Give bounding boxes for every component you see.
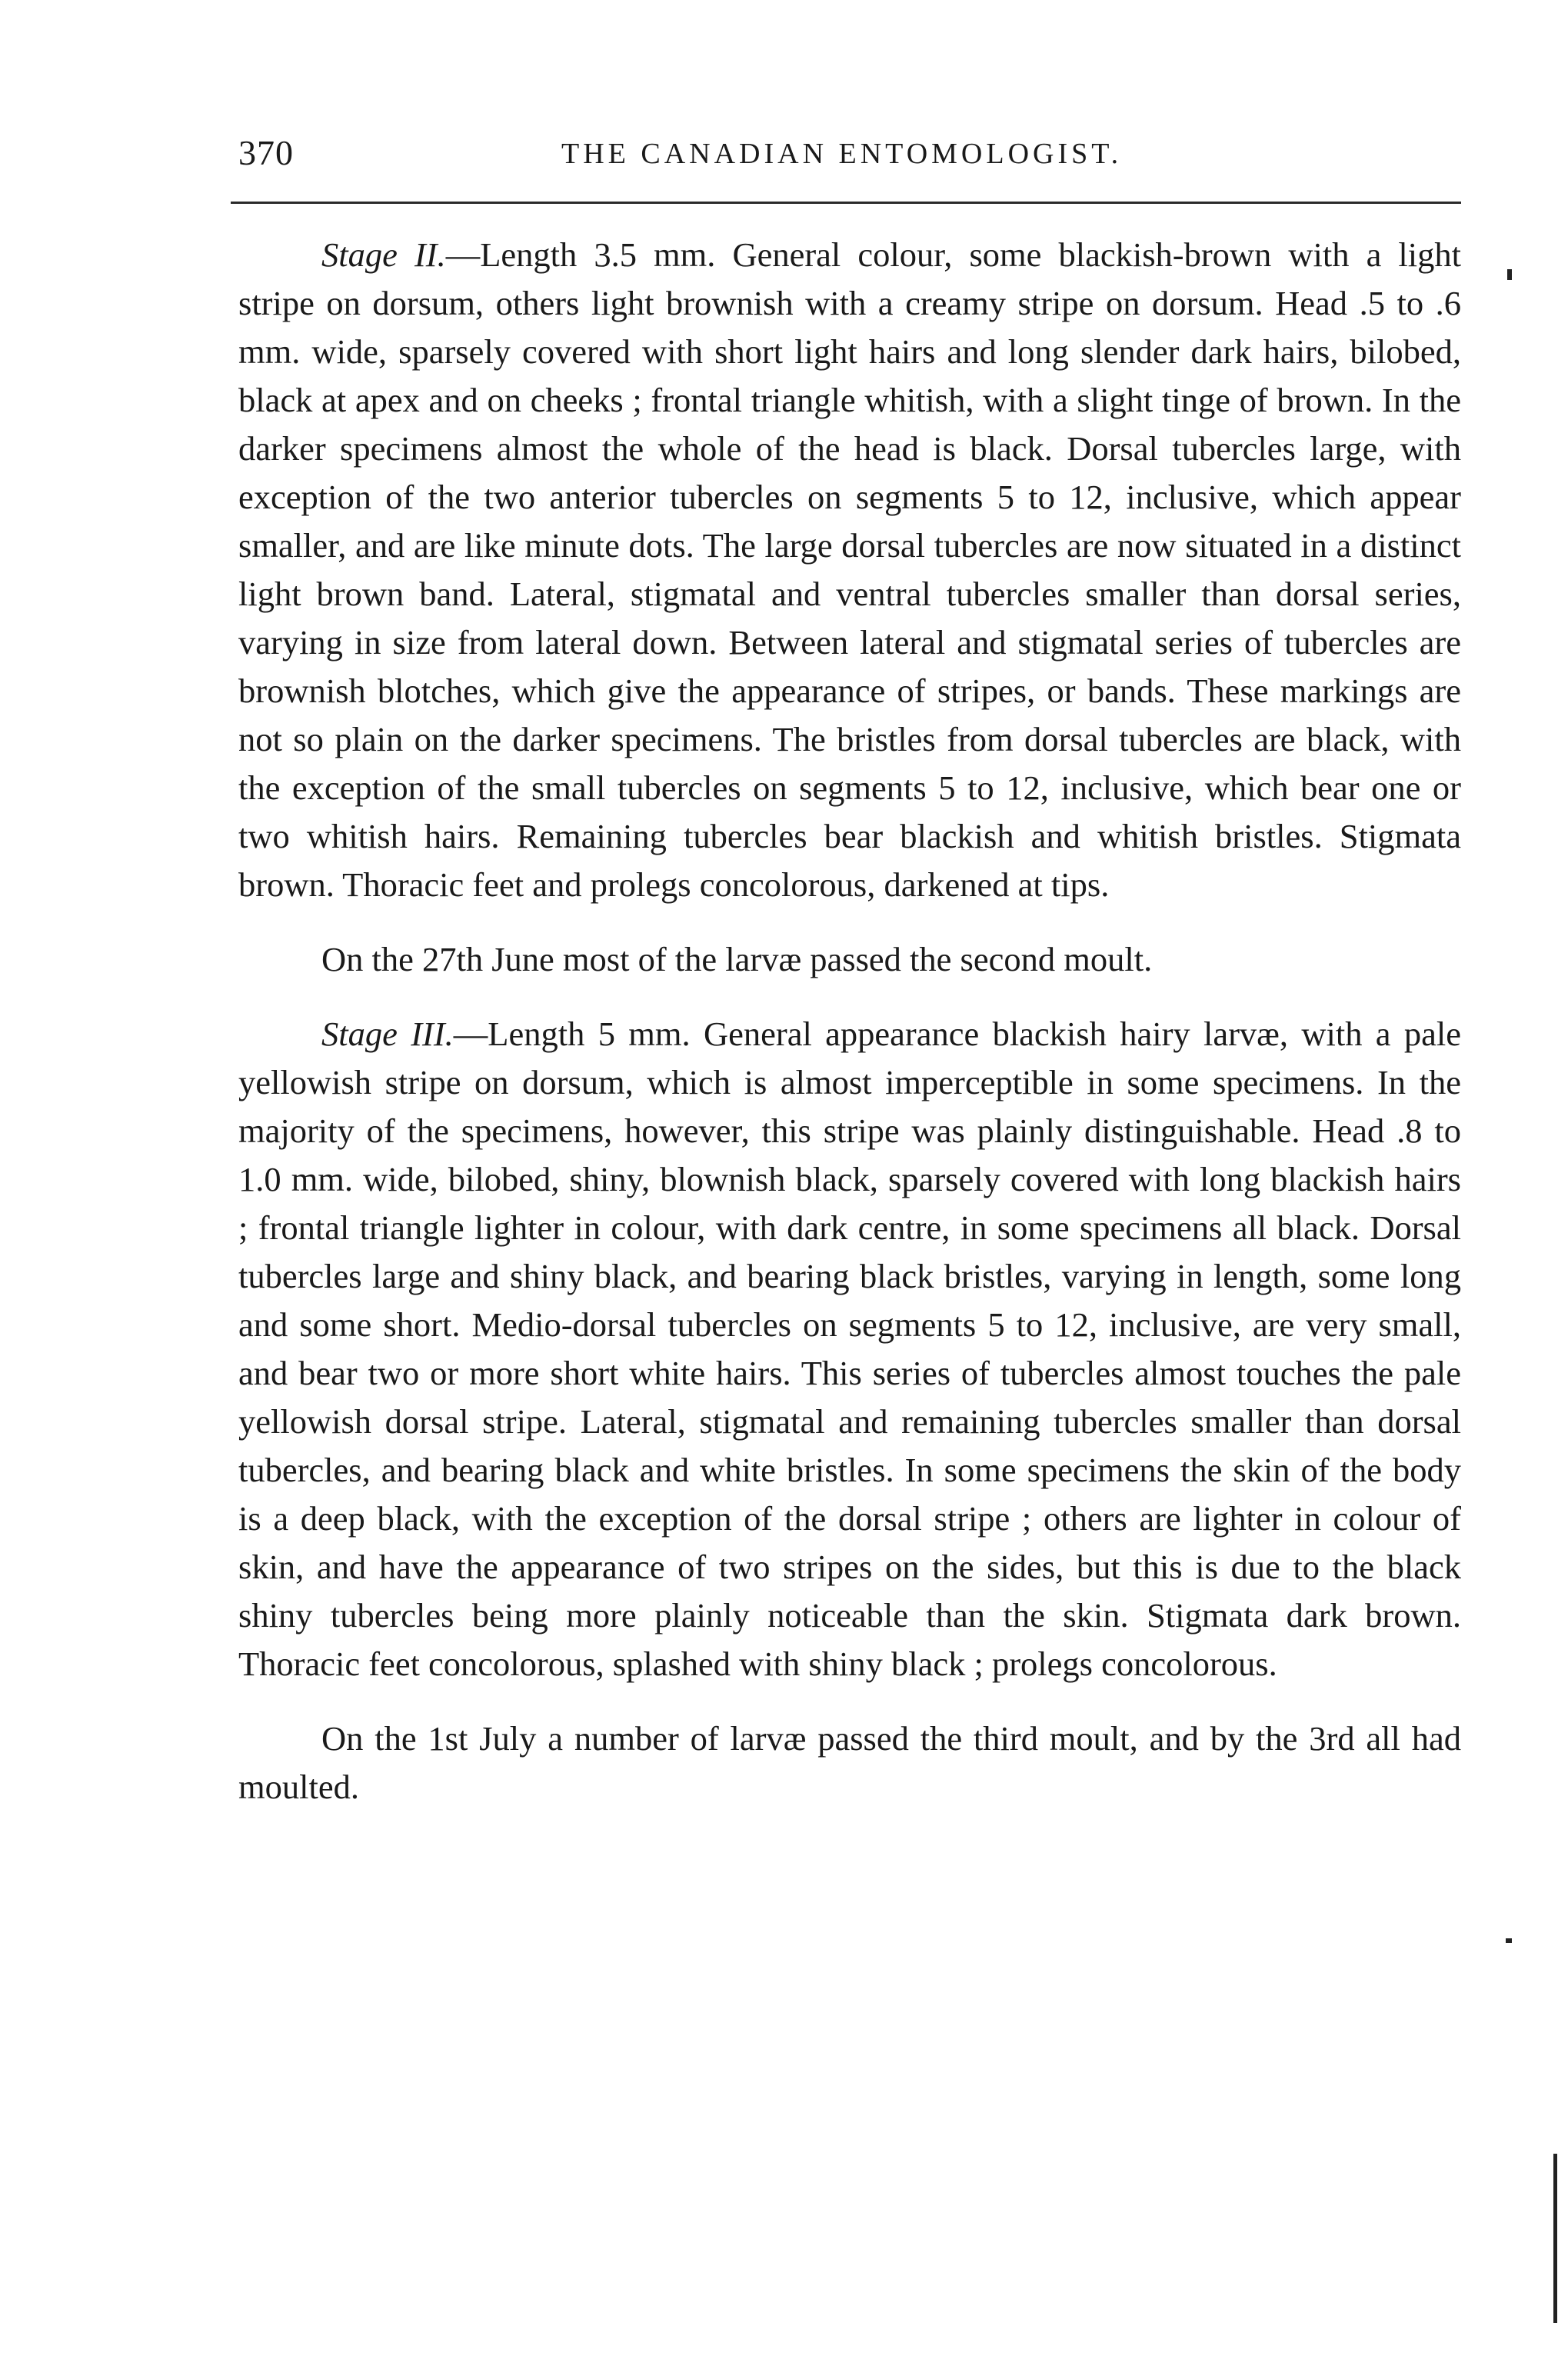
page-header xyxy=(238,132,1453,186)
stage-label: Stage II. xyxy=(321,235,446,274)
paragraph-second-moult xyxy=(238,935,1461,984)
running-title: THE CANADIAN ENTOMOLOGIST. xyxy=(561,138,1123,170)
paragraph-text: On the 1st July a number of larvæ passed the third moult, and by the 3rd all had moulted. xyxy=(238,1719,1461,1806)
page-number: 370 xyxy=(238,133,294,172)
scan-speck xyxy=(1506,1938,1512,1943)
scan-speck xyxy=(1507,269,1512,280)
body-text xyxy=(238,231,1461,1838)
stage-label: Stage III. xyxy=(321,1015,454,1053)
paragraph-third-moult xyxy=(238,1715,1461,1811)
paragraph-stage-ii xyxy=(238,231,1461,909)
paragraph-text: On the 27th June most of the larvæ passed the second moult. xyxy=(321,940,1153,978)
paragraph-stage-iii xyxy=(238,1010,1461,1688)
paragraph-text: —Length 3.5 mm. General colour, some blackish-brown with a light stripe on dorsum, others light brownish with a creamy stripe on dorsum. Head .5 to .6 mm. wide, sparsely covered with short light hairs and long slender dark hairs, bilobed, black at apex and on cheeks ; frontal triangle whitish, with a slight tinge of brown. In the darker specimens almost the whole of the head is black. Dorsal tubercles large, with exception of the two anterior tubercles on segments 5 to 12, inclusive, which appear smaller, and are like minute dots. The large dorsal tubercles are now situated in a distinct light brown band. Lateral, stigmatal and ventral tubercles smaller than dorsal series, varying in size from lateral down. Between lateral and stigmatal series of tubercles are brownish blotches, which give the appearance of stripes, or bands. These markings are not so plain on the darker specimens. The bristles from dorsal tubercles are black, with the exception of the small tubercles on segments 5 to 12, inclusive, which bear one or two whitish hairs. Remaining tubercles bear blackish and whitish bristles. Stigmata brown. Thoracic feet and prolegs concolorous, darkened at tips. xyxy=(238,235,1461,904)
paragraph-text: —Length 5 mm. General appearance blackish hairy larvæ, with a pale yellowish stripe on dorsum, which is almost imperceptible in some specimens. In the majority of the specimens, however, this stripe was plainly distinguishable. Head .8 to 1.0 mm. wide, bilobed, shiny, blownish black, sparsely covered with long blackish hairs ; frontal triangle lighter in colour, with dark centre, in some specimens all black. Dorsal tubercles large and shiny black, and bearing black bristles, varying in length, some long and some short. Medio-dorsal tubercles on segments 5 to 12, inclusive, are very small, and bear two or more short white hairs. This series of tubercles almost touches the pale yellowish dorsal stripe. Lateral, stigmatal and remaining tubercles smaller than dorsal tubercles, and bearing black and white bristles. In some specimens the skin of the body is a deep black, with the exception of the dorsal stripe ; others are lighter in colour of skin, and have the appearance of two stripes on the sides, but this is due to the black shiny tubercles being more plainly noticeable than the skin. Stigmata dark brown. Thoracic feet concolorous, splashed with shiny black ; prolegs concolorous. xyxy=(238,1015,1461,1683)
header-rule xyxy=(231,202,1461,204)
scan-edge-line xyxy=(1553,2154,1557,2323)
